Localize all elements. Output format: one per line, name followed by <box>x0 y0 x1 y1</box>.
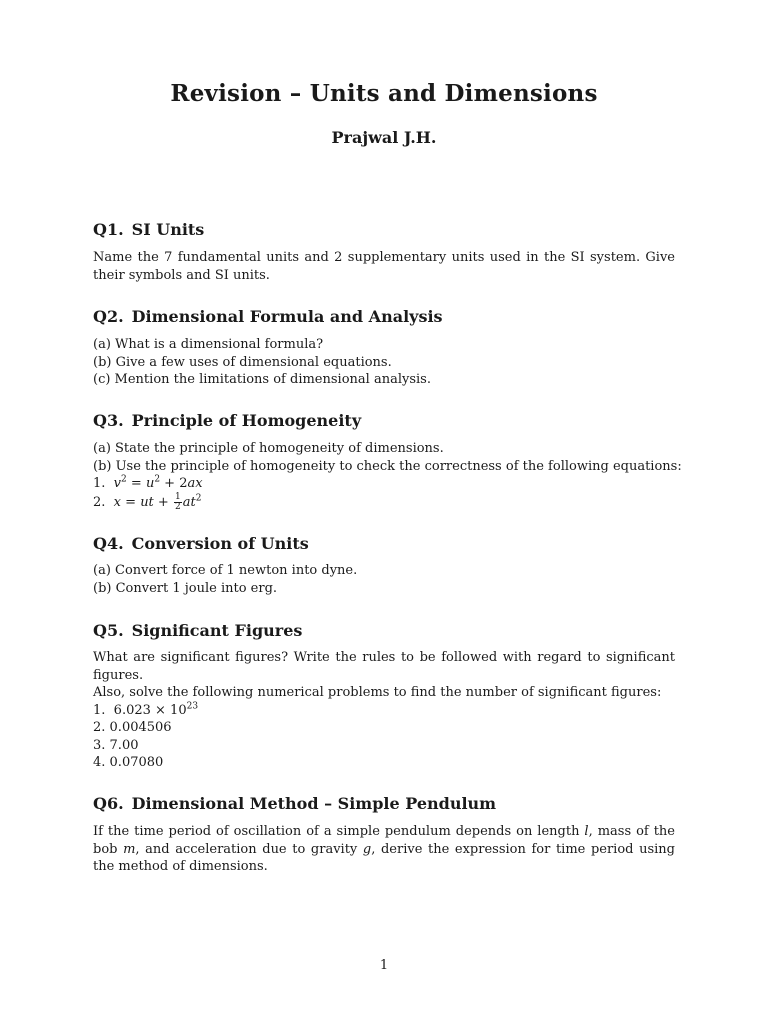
q3-equation-1: 1. $v^2 = u^2 + 2ax$ <box>93 474 203 491</box>
q2-heading <box>93 307 443 326</box>
q4-body <box>93 562 675 597</box>
q5-item-3: 3. 7.00 <box>93 737 139 753</box>
q4-line-a: (a) Convert force of 1 newton into dyne. <box>93 563 358 578</box>
q5-item-4: 4. 0.07080 <box>93 755 164 770</box>
q3-line-b: (b) Use the principle of homogeneity to check the correctness of the following equations: <box>93 458 682 474</box>
q1-title: SI Units <box>131 220 205 239</box>
q6-number: Q6. <box>93 794 124 813</box>
author-name: Prajwal J.H. <box>331 128 437 147</box>
q1-text: Name the 7 fundamental units and 2 supplementary units used in the SI system. Give their symbols and SI units. <box>93 250 675 283</box>
q2-line-c: (c) Mention the limitations of dimensional analysis. <box>93 372 431 387</box>
page-number: 1 <box>379 958 389 973</box>
q5-heading <box>93 621 302 640</box>
q3-line-a: (a) State the principle of homogeneity of dimensions. <box>93 441 444 456</box>
q6-title: Dimensional Method – Simple Pendulum <box>131 794 497 813</box>
q2-title: Dimensional Formula and Analysis <box>131 307 443 326</box>
q3-title: Principle of Homogeneity <box>131 411 362 430</box>
q5-body <box>93 649 675 772</box>
q2-number: Q2. <box>93 307 124 326</box>
q5-title: Significant Figures <box>131 621 303 640</box>
q3-equation-2: 2. x = ut + $\frac{1}{2}$ $at^2$ <box>93 491 202 512</box>
q6-text: If the time period of oscillation of a simple pendulum depends on length l, mass of the bob m, and acceleration due to gravity g, derive the expression for time period using the method of dimensions. <box>93 824 676 874</box>
q4-heading <box>93 534 309 553</box>
q4-line-b: (b) Convert 1 joule into erg. <box>93 580 278 596</box>
q3-number: Q3. <box>93 411 124 430</box>
q2-body <box>93 336 675 389</box>
q4-number: Q4. <box>93 534 124 553</box>
q3-heading <box>93 411 361 430</box>
page-title: Revision – Units and Dimensions <box>170 80 598 107</box>
fraction-one-half: $\frac{1}{2}$ <box>174 491 181 512</box>
q4-title: Conversion of Units <box>131 534 309 553</box>
q5-text: What are significant figures? Write the rules to be followed with regard to significant figures. <box>93 650 675 683</box>
q6-heading <box>93 794 496 813</box>
q2-line-b: (b) Give a few uses of dimensional equations. <box>93 354 392 370</box>
q5-item-1: 1. $6.023 \times 10^{23}$ <box>93 701 199 718</box>
q5-text-2: Also, solve the following numerical problems to find the number of significant figures: <box>93 685 662 700</box>
q1-heading <box>93 220 204 239</box>
q5-item-2: 2. 0.004506 <box>93 720 172 735</box>
q5-number: Q5. <box>93 621 124 640</box>
q3-body <box>93 440 682 512</box>
q2-line-a: (a) What is a dimensional formula? <box>93 337 324 352</box>
q1-number: Q1. <box>93 220 124 239</box>
